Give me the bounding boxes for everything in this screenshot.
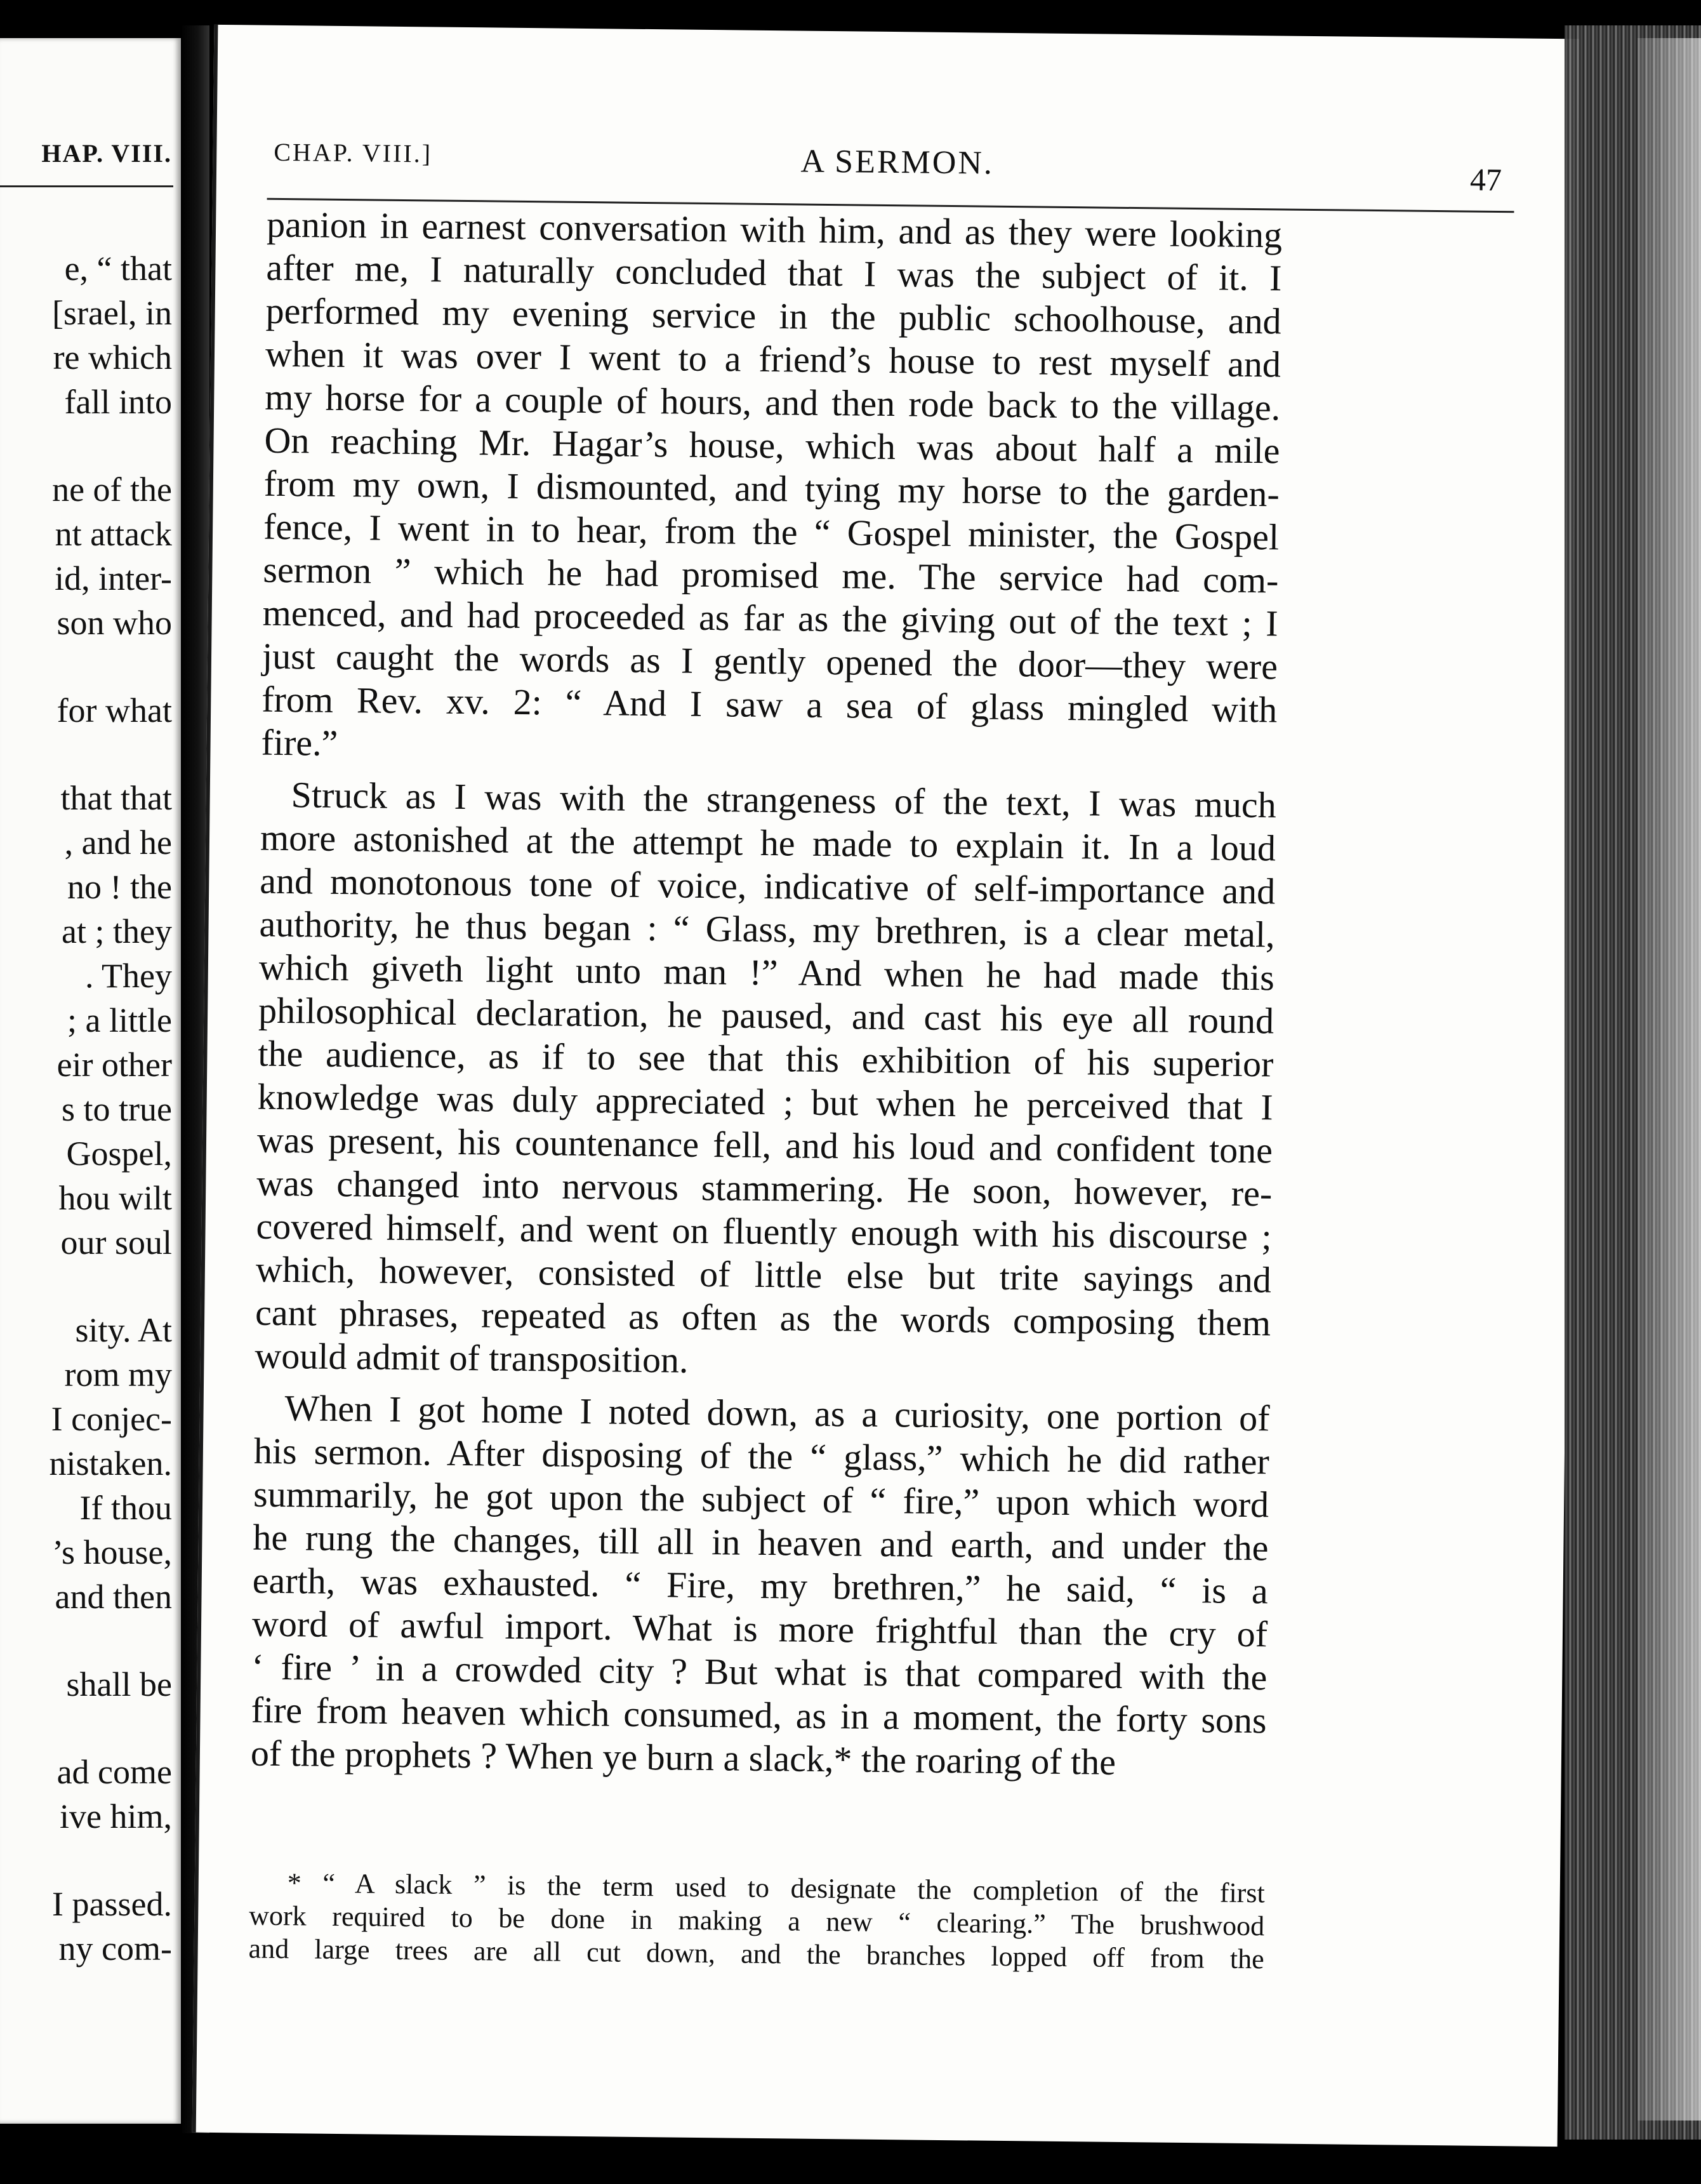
text-line: ‘ fire ’ in a crowded city ? But what is that compared with the <box>251 1646 1267 1698</box>
left-head-rule <box>0 185 173 187</box>
left-page-line <box>0 645 181 688</box>
left-page-line: , and he <box>64 823 172 862</box>
text-line: philosophical declaration, he paused, and cast his eye all round <box>258 989 1274 1042</box>
text-line: fire from heaven which consumed, as in a moment, the forty sons <box>251 1689 1267 1741</box>
left-page-line: sity. At <box>75 1311 172 1349</box>
left-page-line: Gospel, <box>66 1135 172 1173</box>
text-line: Struck as I was with the strangeness of the text, I was much <box>291 774 1277 826</box>
left-running-head: HAP. VIII. <box>41 139 172 168</box>
text-line: was changed into nervous stammering. He soon, however, re- <box>256 1162 1273 1215</box>
left-page-line: nistaken. <box>49 1444 172 1482</box>
left-page-line <box>0 1839 181 1882</box>
text-line: my horse for a couple of hours, and then rode back to the village. <box>264 376 1281 429</box>
left-page-line: fall into <box>64 383 172 421</box>
left-page-line: ny com- <box>58 1929 172 1968</box>
left-page-line: and then <box>55 1578 172 1616</box>
text-line: cant phrases, repeated as often as the words composing them <box>255 1291 1271 1344</box>
left-page-line <box>0 1707 181 1750</box>
text-line: performed my evening service in the public schoolhouse, and <box>265 290 1281 342</box>
left-page-line: ne of the <box>52 470 172 509</box>
left-page-text <box>0 246 181 1971</box>
main-page <box>192 25 1580 2147</box>
left-page-line: that that <box>60 779 172 817</box>
left-page-line: ive him, <box>60 1797 172 1835</box>
footnote-line: and large trees are all cut down, and the branches lopped off from the <box>248 1933 1264 1975</box>
text-line: knowledge was duly appreciated ; but when he perceived that I <box>257 1075 1274 1128</box>
text-line: after me, I naturally concluded that I was the subject of it. I <box>266 246 1282 299</box>
text-line: fence, I went in to hear, from the “ Gospel minister, the Gospel <box>263 505 1280 558</box>
left-page-line <box>0 733 181 776</box>
footnote-line: work required to be done in making a new “ clearing.” The brushwood <box>249 1900 1265 1942</box>
text-line: when it was over I went to a friend’s house to rest myself and <box>265 333 1281 385</box>
left-page-line: I passed. <box>52 1885 172 1923</box>
left-page-line: at ; they <box>62 912 172 950</box>
text-line: panion in earnest conversation with him, and as they were looking <box>266 203 1283 256</box>
footnote-line: * “ A slack ” is the term used to designate the completion of the first <box>287 1867 1265 1909</box>
text-line: the audience, as if to see that this exhibition of his superior <box>258 1032 1274 1085</box>
left-page-line: ’s house, <box>52 1533 172 1571</box>
left-page-line: for what <box>56 691 172 729</box>
text-line: from my own, I dismounted, and tying my horse to the garden- <box>263 462 1280 515</box>
text-line: fire.” <box>261 721 338 764</box>
text-line: more astonished at the attempt he made to explain it. In a loud <box>260 816 1276 869</box>
left-page-line: s to true <box>62 1090 172 1128</box>
page-number: 47 <box>1469 161 1502 198</box>
chapter-label: CHAP. VIII.] <box>274 137 433 168</box>
left-page-line: e, “ that <box>64 250 172 288</box>
text-line: from Rev. xv. 2: “ And I saw a sea of glass mingled with <box>261 678 1278 731</box>
text-line: his sermon. After disposing of the “ glass,” which he did rather <box>253 1430 1270 1482</box>
left-page-line: shall be <box>66 1665 172 1703</box>
running-head <box>216 136 1579 198</box>
text-line: would admit of transposition. <box>255 1335 689 1381</box>
left-page-line: our soul <box>60 1223 172 1262</box>
text-line: menced, and had proceeded as far as the giving out of the text ; I <box>262 592 1278 644</box>
body-text <box>251 203 1283 1786</box>
left-page-line <box>0 1619 181 1662</box>
text-line: of the prophets ? When ye burn a slack,* the roaring of the <box>250 1732 1116 1783</box>
text-line: When I got home I noted down, as a curiosity, one portion of <box>284 1387 1270 1439</box>
left-page-line: rom my <box>64 1355 172 1394</box>
text-line: summarily, he got upon the subject of “ fire,” upon which word <box>253 1473 1269 1526</box>
left-page-line: ad come <box>56 1753 172 1791</box>
text-line: word of awful import. What is more frightful than the cry of <box>251 1602 1268 1655</box>
left-page-line: no ! the <box>67 868 172 906</box>
text-line: just caught the words as I gently opened the door—they were <box>261 635 1278 688</box>
left-page-line: ; a little <box>67 1001 172 1039</box>
text-line: earth, was exhausted. “ Fire, my brethren,” he said, “ is a <box>252 1559 1269 1612</box>
footnote <box>248 1867 1265 1976</box>
text-line: was present, his countenance fell, and his loud and confident tone <box>256 1119 1273 1171</box>
text-line: sermon ” which he had promised me. The service had com- <box>263 549 1279 601</box>
text-line: covered himself, and went on fluently enough with his discourse ; <box>256 1205 1272 1258</box>
page-title: A SERMON. <box>800 143 995 182</box>
text-line: authority, he thus began : “ Glass, my brethren, is a clear metal, <box>259 903 1275 956</box>
left-page-line: [srael, in <box>52 294 172 332</box>
left-page-line: If thou <box>79 1489 172 1527</box>
text-line: which, however, consisted of little else but trite sayings and <box>255 1248 1272 1301</box>
left-page-line: nt attack <box>55 515 172 553</box>
left-page <box>0 38 181 2124</box>
left-page-line <box>0 1265 181 1308</box>
left-page-line: I conjec- <box>51 1400 172 1438</box>
left-page-line: hou wilt <box>58 1179 172 1217</box>
left-page-line: re which <box>53 338 172 376</box>
text-line: which giveth light unto man !” And when he had made this <box>258 946 1275 999</box>
text-line: On reaching Mr. Hagar’s house, which was about half a mile <box>264 419 1280 472</box>
left-page-line: . They <box>85 957 172 995</box>
left-page-line <box>0 424 181 467</box>
left-page-line: eir other <box>56 1046 172 1084</box>
left-page-line: son who <box>56 604 172 642</box>
fore-edge-highlight <box>1638 38 1701 2121</box>
text-line: and monotonous tone of voice, indicative of self-importance and <box>259 860 1276 912</box>
text-line: he rung the changes, till all in heaven and earth, and under the <box>253 1516 1269 1569</box>
left-page-line: id, inter- <box>55 559 172 597</box>
